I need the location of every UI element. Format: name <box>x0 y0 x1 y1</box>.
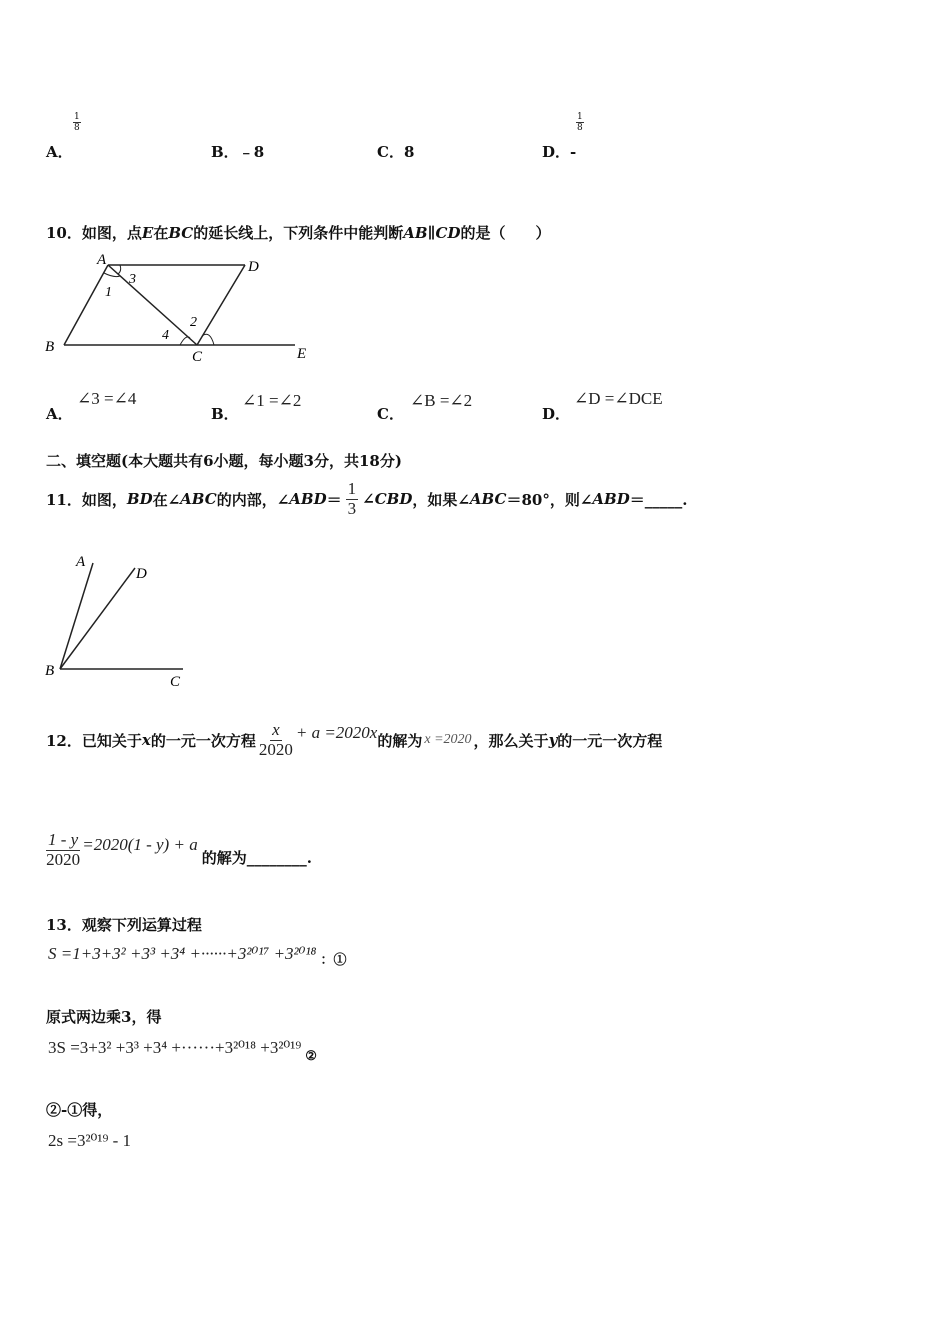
label-4: 4 <box>162 328 169 343</box>
line-ac <box>108 265 197 345</box>
q10-figure <box>40 250 320 365</box>
q13-title: 13．观察下列运算过程 <box>46 916 202 934</box>
label-b: B <box>45 339 55 355</box>
label-a: A <box>97 252 107 268</box>
q10-option-c-expr: ∠B =∠2 <box>410 391 473 410</box>
q10-option-b-label: B． <box>211 405 239 423</box>
q12-eq2-fraction: $\frac{1 - y}{2020}$ <box>46 829 81 869</box>
label-d: D <box>248 259 259 275</box>
q10-stem: 10．如图，点E在BC的延长线上，下列条件中能判断AB∥CD的是（ ） <box>46 224 551 242</box>
q12-equation-2: $\frac{1 - y}{2020}$ =2020(1 - y) + a 的解为________. <box>46 829 312 869</box>
q12-eq1-fraction: $\frac{x}{2020}$ <box>258 719 293 759</box>
q11-stem: 11． 如图， BD 在∠ ABC 的内部，∠ ABD ＝ $\frac{1}{3}$ ∠ CBD ，如果∠ ABC ＝80°，则∠ ABD ＝_____. <box>46 478 688 518</box>
label-c: C <box>170 674 181 690</box>
q10-option-b-expr: ∠1 =∠2 <box>242 391 302 410</box>
line-dc <box>197 265 245 345</box>
label-1: 1 <box>105 285 112 300</box>
q9-option-a: A． <box>46 143 73 161</box>
q9-option-d: D．- <box>542 143 577 161</box>
label-e: E <box>297 346 307 362</box>
label-c: C <box>192 349 203 365</box>
q10-option-d-label: D． <box>542 405 571 423</box>
q10-option-a-expr: ∠3 =∠4 <box>77 389 137 408</box>
q10-option-a-label: A． <box>46 405 73 423</box>
label-d: D <box>136 566 147 582</box>
q12-stem: 12． 已知关于 x 的一元一次方程 $\frac{x}{2020}$ + a =2020x 的解为 x =2020 ，那么关于 y 的一元一次方程 <box>46 719 663 759</box>
angle-3-arc <box>118 265 121 274</box>
ray-bd <box>60 568 135 669</box>
q11-fraction: $\frac{1}{3}$ <box>347 478 357 518</box>
q10-option-c-label: C． <box>377 405 404 423</box>
q10-option-d-expr: ∠D =∠DCE <box>574 389 663 408</box>
label-a: A <box>76 554 86 570</box>
q13-line-3: 2s =3²⁰¹⁹ - 1 <box>48 1131 132 1150</box>
q9-option-d-fraction: 1 8 <box>577 112 583 133</box>
line-ab <box>64 265 108 345</box>
label-2: 2 <box>190 315 197 330</box>
q13-step-2: ②-①得， <box>46 1101 113 1119</box>
q9-option-b: B．﹣8 <box>211 143 265 161</box>
q13-line-2: 3S =3+3² +3³ +3⁴ +······+3²⁰¹⁸ +3²⁰¹⁹ ② <box>48 1038 317 1064</box>
q13-step: 原式两边乘3，得 <box>46 1008 162 1026</box>
label-3: 3 <box>129 272 136 287</box>
q9-option-a-fraction: 1 8 <box>74 112 80 133</box>
q11-figure <box>40 550 200 690</box>
q13-line-1: S =1+3+3² +3³ +3⁴ +······+3²⁰¹⁷ +3²⁰¹⁸ ：① <box>48 944 347 968</box>
section-heading: 二、填空题(本大题共有6小题，每小题3分，共18分) <box>46 452 402 470</box>
angle-2-arc <box>202 334 214 345</box>
label-b: B <box>45 663 55 679</box>
ray-ba <box>60 563 93 669</box>
q9-option-c: C．8 <box>377 143 415 161</box>
